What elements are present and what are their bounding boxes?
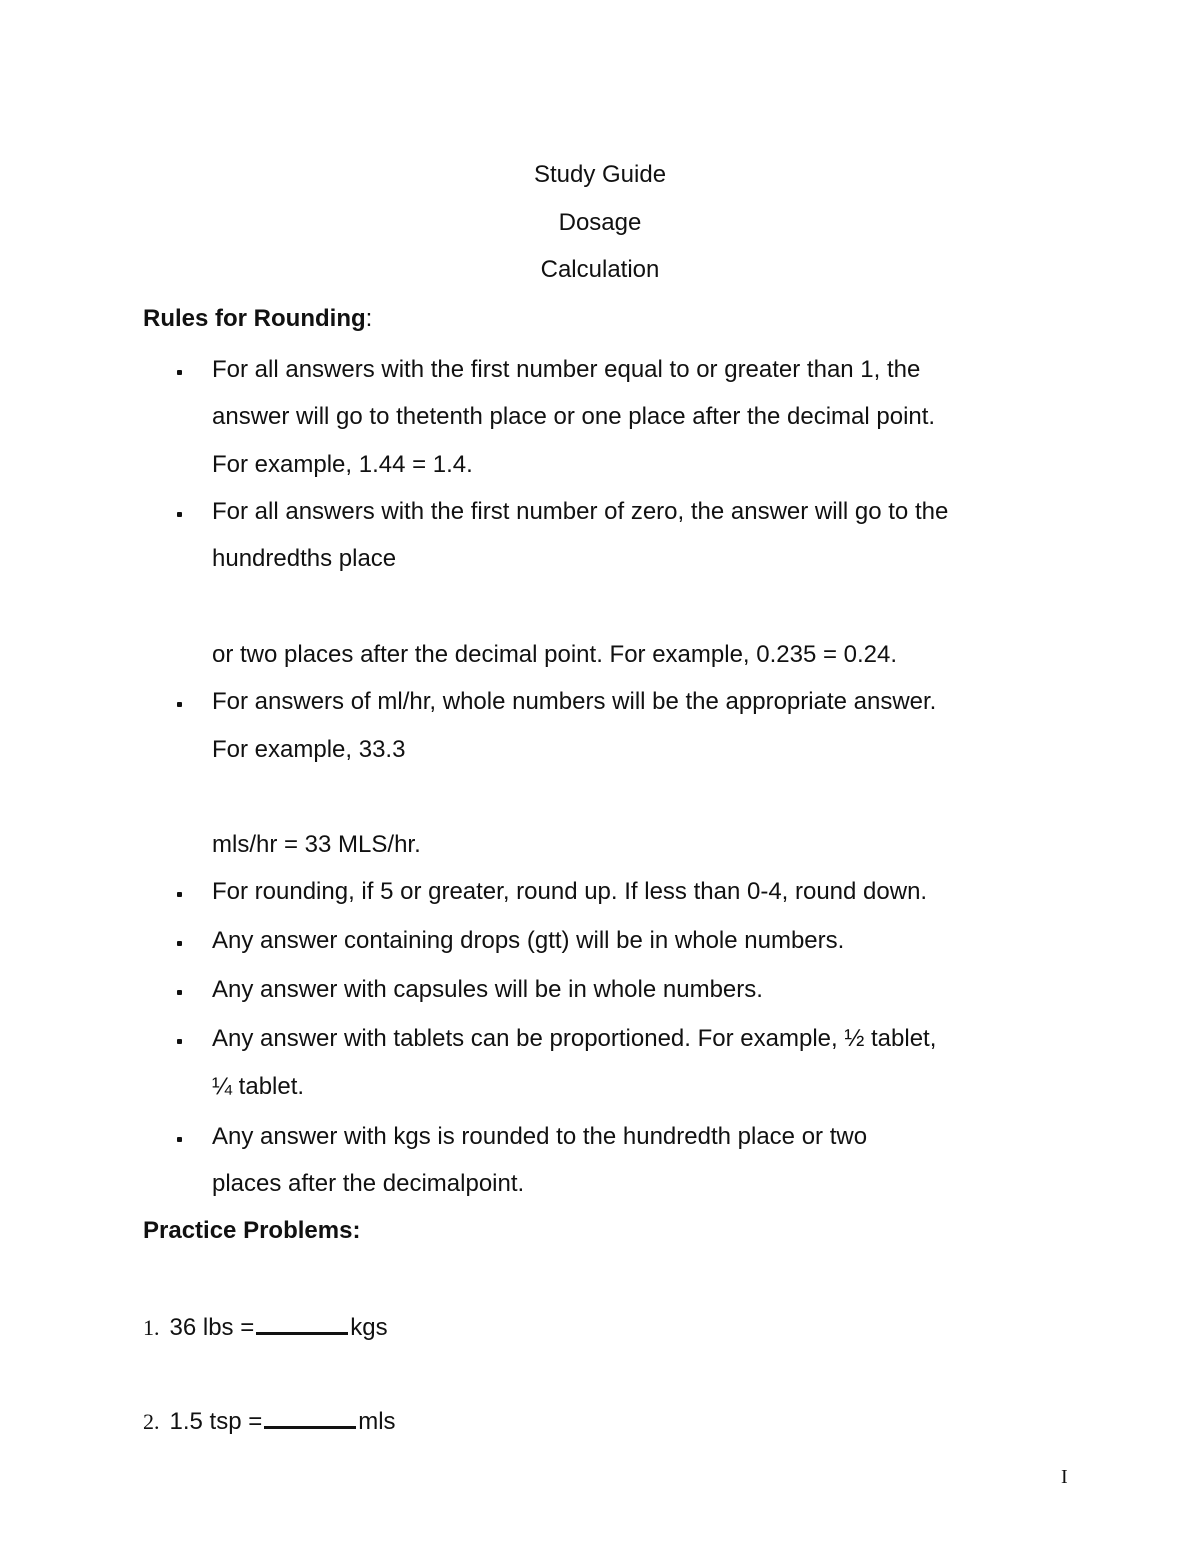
bullet-icon [177, 370, 182, 375]
practice-heading: Practice Problems: [143, 1217, 361, 1244]
problem-unit: mls [358, 1408, 396, 1435]
rule-2-line-1: For all answers with the first number of zero, the answer will go to the [212, 498, 949, 525]
problem-prefix: 36 lbs = [169, 1314, 255, 1341]
problem-unit: kgs [350, 1314, 388, 1341]
bullet-icon [177, 512, 182, 517]
practice-problem-1 [143, 1312, 388, 1342]
bullet-icon [177, 702, 182, 707]
rules-heading-colon: : [365, 305, 373, 332]
rule-8-line-2: places after the decimalpoint. [212, 1170, 525, 1197]
rule-3-line-1: For answers of ml/hr, whole numbers will be the appropriate answer. [212, 688, 937, 715]
rule-3-line-3: mls/hr = 33 MLS/hr. [212, 831, 421, 858]
rule-3-line-2: For example, 33.3 [212, 736, 406, 763]
title-dosage: Dosage [558, 209, 642, 236]
answer-blank[interactable] [256, 1312, 348, 1335]
practice-problem-2 [143, 1406, 396, 1436]
rule-2-line-2: hundredths place [212, 545, 397, 572]
rule-8-line-1: Any answer with kgs is rounded to the hundredth place or two [212, 1123, 868, 1150]
title-calculation: Calculation [540, 256, 660, 283]
bullet-icon [177, 941, 182, 946]
problem-prefix: 1.5 tsp = [169, 1408, 263, 1435]
bullet-icon [177, 1039, 182, 1044]
rule-4-line-1: For rounding, if 5 or greater, round up. If less than 0-4, round down. [212, 878, 928, 905]
rules-heading-text: Rules for Rounding [143, 305, 366, 332]
rule-1-line-1: For all answers with the first number equal to or greater than 1, the [212, 356, 921, 383]
bullet-icon [177, 1137, 182, 1142]
rule-2-line-3: or two places after the decimal point. For example, 0.235 = 0.24. [212, 641, 898, 668]
bullet-icon [177, 990, 182, 995]
rule-5-line-1: Any answer containing drops (gtt) will be in whole numbers. [212, 927, 845, 954]
bullet-icon [177, 892, 182, 897]
rule-1-line-2: answer will go to thetenth place or one place after the decimal point. [212, 403, 936, 430]
rule-7-line-1: Any answer with tablets can be proportioned. For example, ½ tablet, [212, 1025, 937, 1052]
rule-7-line-2: ¼ tablet. [212, 1073, 305, 1100]
rules-heading [143, 305, 372, 333]
answer-blank[interactable] [264, 1406, 356, 1429]
page-number: I [1061, 1466, 1068, 1488]
problem-number: 1. [143, 1315, 160, 1340]
rule-1-line-3: For example, 1.44 = 1.4. [212, 451, 473, 478]
rule-6-line-1: Any answer with capsules will be in whole numbers. [212, 976, 763, 1003]
title-study-guide: Study Guide [533, 161, 667, 188]
problem-number: 2. [143, 1409, 160, 1434]
